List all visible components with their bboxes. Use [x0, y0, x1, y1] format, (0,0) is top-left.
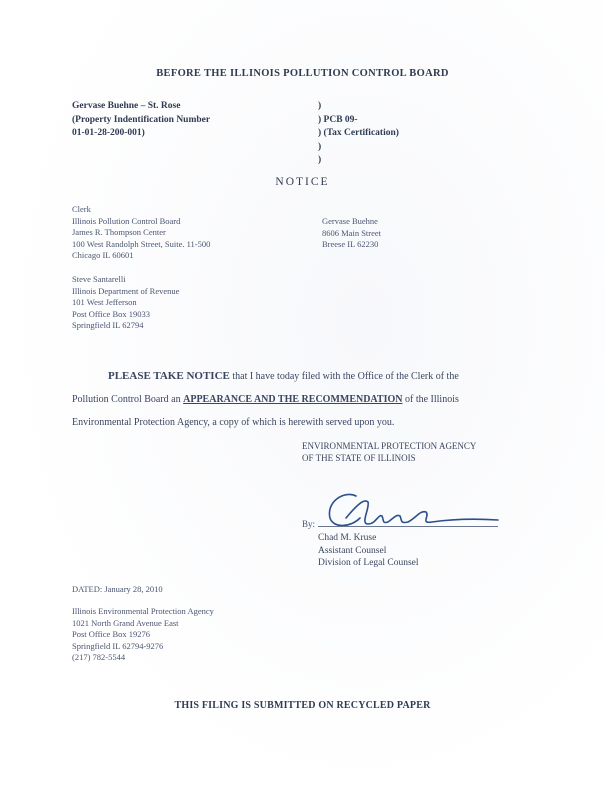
notice-lead: PLEASE TAKE NOTICE	[108, 370, 230, 382]
body-line-3: Environmental Protection Agency, a copy of which is herewith served upon you.	[72, 417, 395, 428]
body-text: Pollution Control Board an	[72, 394, 184, 405]
case-caption-right	[318, 100, 399, 168]
case-caption-left	[72, 100, 210, 141]
address-line: Steve Santarelli	[72, 274, 126, 284]
address-line: 100 West Randolph Street, Suite. 11-500	[72, 238, 211, 249]
address-line: Chicago IL 60601	[72, 250, 134, 260]
agency-line: OF THE STATE OF ILLINOIS	[302, 452, 416, 463]
caption-pin-label: (Property Indentification Number	[72, 114, 211, 125]
document-heading: BEFORE THE ILLINOIS POLLUTION CONTROL BOARD	[156, 68, 449, 79]
address-line: Breese IL 62230	[322, 239, 379, 249]
caption-bracket: )	[318, 155, 322, 165]
notice-body	[72, 365, 542, 434]
body-line-1	[72, 365, 542, 388]
address-line: Springfield IL 62794	[72, 320, 144, 330]
caption-bracket: )	[318, 141, 322, 152]
address-line: Post Office Box 19276	[72, 629, 150, 639]
body-text: that I have today filed with the Office of the Clerk of the	[229, 371, 459, 382]
caption-pin-number: 01-01-28-200-001)	[72, 128, 145, 138]
by-label: By:	[302, 519, 316, 529]
gervase-address	[322, 216, 381, 251]
agency-line: ENVIRONMENTAL PROTECTION AGENCY	[302, 441, 477, 451]
caption-party: Gervase Buehne – St. Rose	[72, 101, 181, 111]
address-line: James R. Thompson Center	[72, 227, 166, 237]
signer-division: Division of Legal Counsel	[318, 558, 419, 568]
caption-case-number: ) PCB 09-	[318, 114, 358, 125]
body-line-2	[72, 388, 542, 411]
phone-number: (217) 782-5544	[72, 652, 126, 662]
address-line: 101 West Jefferson	[72, 297, 137, 307]
address-line: Clerk	[72, 204, 91, 214]
address-line: 1021 North Grand Avenue East	[72, 617, 179, 628]
address-line: Springfield IL 62794-9276	[72, 640, 164, 651]
recycled-paper-notice: THIS FILING IS SUBMITTED ON RECYCLED PAPER	[174, 700, 431, 711]
iepa-address	[72, 606, 214, 664]
address-line: Illinois Department of Revenue	[72, 285, 180, 296]
signer-name: Chad M. Kruse	[318, 533, 377, 543]
signer-block	[318, 532, 419, 570]
body-text: of the Illinois	[402, 394, 459, 405]
filing-title: APPEARANCE AND THE RECOMMENDATION	[183, 394, 403, 405]
caption-bracket: )	[318, 101, 322, 111]
address-line: Illinois Pollution Control Board	[72, 215, 181, 226]
address-line: Illinois Environmental Protection Agency	[72, 606, 214, 616]
address-line: 8606 Main Street	[322, 227, 382, 238]
revenue-address	[72, 274, 179, 332]
agency-name	[302, 441, 476, 464]
handwritten-signature	[316, 488, 506, 536]
address-line: Gervase Buehne	[322, 216, 378, 226]
notice-title: NOTICE	[275, 176, 330, 188]
clerk-address	[72, 204, 210, 262]
signature-line	[318, 526, 498, 527]
caption-case-type: ) (Tax Certification)	[318, 128, 399, 138]
address-line: Post Office Box 19033	[72, 308, 150, 319]
signer-title: Assistant Counsel	[318, 545, 387, 556]
date-line: DATED: January 28, 2010	[72, 584, 163, 594]
